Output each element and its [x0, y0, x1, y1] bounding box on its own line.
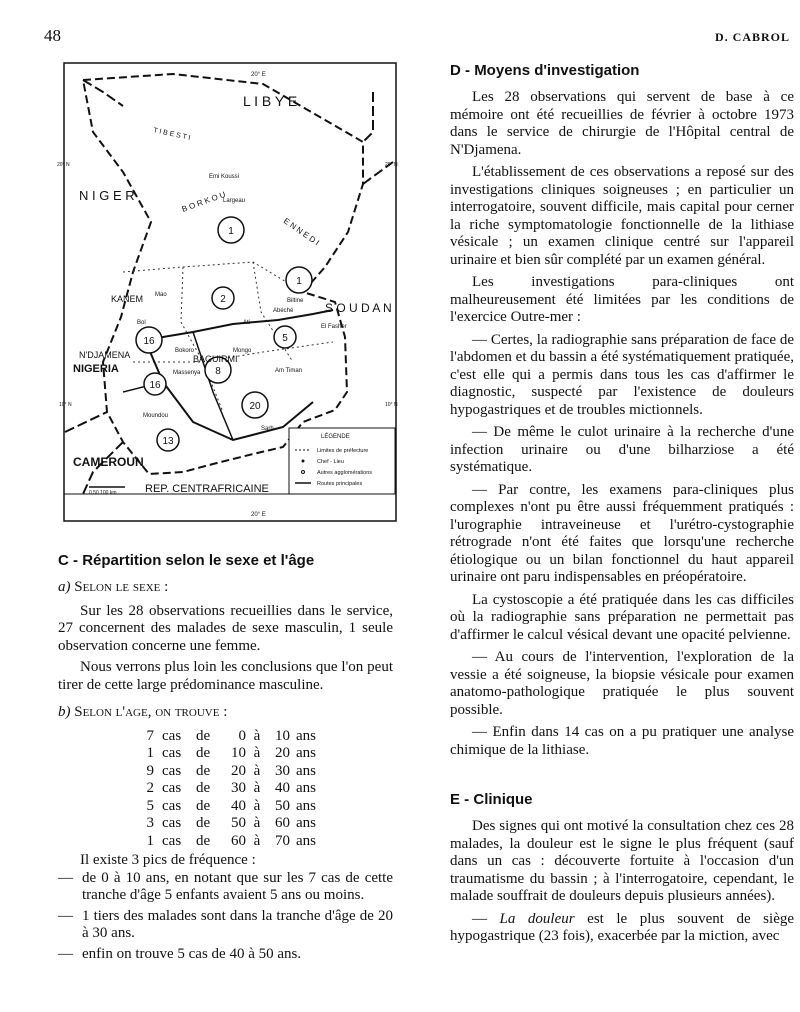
running-author: D. CABROL — [714, 30, 790, 44]
age-row — [140, 815, 393, 833]
age-cell: 20 — [275, 745, 290, 761]
legend-item: Autres agglomérations — [317, 470, 373, 476]
label-niger: N I G E R — [79, 188, 135, 203]
label-cameroun: CAMEROUN — [73, 455, 144, 469]
paragraph: — Enfin dans 14 cas on a pu pratiquer une analyse chimique de la lithiase. — [450, 724, 794, 758]
age-cell: 50 — [231, 815, 246, 831]
paragraph: Sur les 28 observations recueillies dans le service, 27 concernent des malades de sexe masculin, 1 seule observation concerne une femme. — [58, 602, 393, 654]
label-mao: Mao — [155, 292, 167, 298]
paragraph: — Au cours de l'intervention, l'exploration de la vessie a été soigneuse, la biopsie vésicale pour examen anatomo-pathologique pratiquée le plus souvent possible. — [450, 649, 794, 718]
age-row — [140, 780, 393, 798]
age-cell: à — [253, 832, 261, 849]
age-cell: 5 — [146, 797, 154, 814]
label-libye: L I B Y E — [243, 93, 298, 109]
age-cell: 50 — [275, 797, 290, 814]
list-item: — 1 tiers des malades sont dans la tranche d'âge de 20 à 30 ans. — [58, 907, 393, 941]
region-number: 1 — [296, 276, 302, 287]
section-c-heading: C - Répartition selon le sexe et l'âge — [58, 552, 315, 569]
subsection-a-heading: a) Selon le sexe : — [58, 579, 169, 595]
age-cell: 3 — [146, 815, 154, 831]
label-scale: 0 50 100 km — [89, 490, 117, 496]
age-cell: à — [253, 762, 261, 779]
label-massenya: Massenya — [173, 370, 201, 376]
age-cell: 1 — [146, 745, 154, 761]
age-cell: de — [196, 745, 211, 761]
section-e-heading: E - Clinique — [450, 791, 533, 808]
label-tibesti: T I B E S T I — [152, 127, 191, 142]
age-cell: 9 — [146, 762, 154, 779]
label-20e-bottom: 20° E — [251, 512, 266, 518]
region-number: 8 — [215, 366, 221, 377]
age-cell: cas — [162, 815, 182, 831]
age-cell: 40 — [231, 797, 246, 814]
age-cell: 10 — [275, 727, 290, 744]
age-cell: à — [253, 815, 261, 831]
age-cell: ans — [296, 762, 316, 779]
label-soudan: S O U D A N — [325, 301, 392, 315]
age-cell: de — [196, 727, 211, 744]
age-row — [140, 745, 393, 763]
region-number: 16 — [143, 336, 155, 347]
label-ati: Ati — [243, 320, 251, 326]
label-10n-right: 10° N — [385, 402, 398, 408]
paragraph: — Par contre, les examens para-cliniques plus complexes n'ont pu être aussi fréquemment pratiqués : l'urographie intraveineuse et l'urétro-cystographie rétrograde n'ont été faites que lorsqu'une recherche étiologique ou un bilan fonctionnel du haut appareil urinaire ont paru indispensables en préopératoire. — [450, 481, 794, 585]
label-emi-koussi: Emi Koussi — [209, 174, 240, 180]
paragraph: Les 28 observations qui servent de base à ce mémoire ont été recueillies de février à octobre 1973 dans le service de chirurgie de l'Hôpital central de N'Djamena. — [450, 89, 794, 158]
age-cell: de — [196, 797, 211, 814]
age-cell: 40 — [275, 780, 290, 796]
region-number: 1 — [228, 226, 234, 237]
age-cell: de — [196, 762, 211, 779]
label-el-fasher: El Fasher — [321, 324, 347, 330]
label-bokoro: Bokoro — [175, 348, 195, 354]
region-number: 13 — [162, 436, 174, 447]
right-column — [450, 62, 794, 946]
label-biltine: Biltine — [287, 298, 304, 304]
label-baguirmi: BAGUIRMI — [193, 354, 238, 364]
region-number: 20 — [249, 401, 261, 412]
label-20n-right: 20° N — [385, 162, 398, 168]
legend-item: Limites de préfecture — [317, 448, 369, 454]
age-cell: cas — [162, 797, 182, 814]
age-cell: de — [196, 780, 211, 796]
region-number: 5 — [282, 333, 288, 344]
label-ennedi: E N N E D I — [281, 216, 321, 248]
label-ndjamena: N'DJAMENA — [79, 350, 131, 360]
label-bol: Bol — [137, 320, 146, 326]
label-moundou: Moundou — [143, 413, 169, 419]
legend-swatch-chef — [302, 460, 305, 463]
age-cell: 60 — [231, 832, 246, 849]
map-svg — [57, 62, 398, 522]
age-distribution-table — [140, 728, 393, 851]
label-10n-left: 10° N — [59, 402, 72, 408]
list-item: — enfin on trouve 5 cas de 40 à 50 ans. — [58, 945, 302, 962]
age-cell: 10 — [231, 745, 246, 761]
age-cell: 0 — [238, 727, 246, 744]
age-cell: ans — [296, 797, 316, 814]
label-am-timan: Am Timan — [275, 368, 303, 374]
label-sarh: Sarh — [261, 426, 274, 432]
age-cell: ans — [296, 745, 316, 761]
label-kanem: KANEM — [111, 294, 144, 304]
age-cell: ans — [296, 832, 316, 849]
legend-item: Routes principales — [317, 481, 363, 487]
age-cell: à — [253, 745, 261, 761]
age-cell: à — [253, 797, 261, 814]
age-cell: ans — [296, 815, 316, 831]
page-number: 48 — [44, 26, 61, 45]
label-nigeria: NIGERIA — [73, 363, 119, 375]
age-cell: 30 — [231, 780, 246, 796]
peaks-intro: Il existe 3 pics de fréquence : — [80, 852, 256, 868]
age-cell: cas — [162, 780, 182, 796]
label-abeche: Abéché — [273, 308, 294, 314]
paragraph: La cystoscopie a été pratiquée dans les cas difficiles où la radiographie sans préparation ne permettait pas d'affirmer le calcul vésical devant une opacité pelvienne. — [450, 591, 794, 643]
age-cell: de — [196, 832, 211, 849]
paragraph: L'établissement de ces observations a reposé sur des investigations cliniques soigneuses ; en particulier un interrogatoire, souvent difficile, mais capital pour cerner la riche symptomatologie fonctionnelle de la lithiase vésicale ; un examen clinique centré sur l'appareil urinaire et bien sûr complété par un examen général. — [450, 164, 794, 268]
age-row — [140, 728, 393, 746]
subsection-b-heading: b) Selon l'age, on trouve : — [58, 704, 228, 720]
region-number: 2 — [220, 294, 226, 305]
age-cell: de — [196, 815, 211, 831]
region-number: 16 — [149, 380, 161, 391]
label-20e-top: 20° E — [251, 72, 266, 78]
age-cell: 30 — [275, 762, 290, 779]
age-cell: 70 — [275, 832, 290, 849]
age-cell: à — [253, 727, 261, 744]
age-cell: 2 — [146, 780, 154, 796]
section-d-heading: D - Moyens d'investigation — [450, 62, 640, 79]
label-rca: REP. CENTRAFRICAINE — [145, 483, 269, 495]
age-cell: cas — [162, 745, 182, 761]
list-item: — de 0 à 10 ans, en notant que sur les 7 cas de cette tranche d'âge 5 enfants avaient 5 ans ou moins. — [58, 869, 393, 903]
age-cell: cas — [162, 727, 182, 744]
age-cell: 20 — [231, 762, 246, 779]
legend-item: Chef - Lieu — [317, 459, 344, 465]
age-row — [140, 763, 393, 781]
paragraph: — Certes, la radiographie sans préparation de face de l'abdomen et du bassin a été systématiquement pratiquée, c'est elle qui a permis dans tous les cas d'affirmer le diagnostic, suspecté par l'existence de douleurs hypogastriques et de troubles mictionnels. — [450, 331, 794, 418]
age-cell: cas — [162, 762, 182, 779]
age-row — [140, 833, 393, 851]
paragraph: Nous verrons plus loin les conclusions que l'on peut tirer de cette large prédominance masculine. — [58, 659, 393, 693]
age-cell: 7 — [146, 727, 154, 744]
age-cell: 1 — [146, 832, 154, 849]
age-cell: 60 — [275, 815, 290, 831]
chad-map-figure — [57, 62, 398, 522]
paragraph: Les investigations para-cliniques ont malheureusement été limitées par les conditions de l'exercice Outre-mer : — [450, 274, 794, 325]
legend-title: LÉGENDE — [321, 434, 350, 440]
age-cell: ans — [296, 727, 316, 744]
paragraph: — De même le culot urinaire à la recherche d'une infection urinaire ou d'une bilharziose a été systématique. — [450, 424, 794, 475]
age-row — [140, 798, 393, 816]
age-cell: à — [253, 780, 261, 796]
label-borkou: B O R K O U — [180, 189, 227, 214]
age-cell: ans — [296, 780, 316, 796]
age-cell: cas — [162, 832, 182, 849]
paragraph: — La douleur est le plus souvent de siège hypogastrique (23 fois), exacerbée par la miction, avec — [450, 910, 795, 944]
label-mongo: Mongo — [233, 348, 252, 354]
left-column — [58, 552, 393, 963]
paragraph: Des signes qui ont motivé la consultation chez ces 28 malades, la douleur est le signe le plus fréquent (sauf dans un cas : découverte fortuite à l'occasion d'un traumatisme du bassin ; à l'interrogatoire, cependant, le malade souffrait de douleurs depuis plusieurs années). — [450, 818, 794, 904]
label-largeau: Largeau — [223, 198, 246, 204]
label-20n-left: 20° N — [57, 162, 70, 168]
